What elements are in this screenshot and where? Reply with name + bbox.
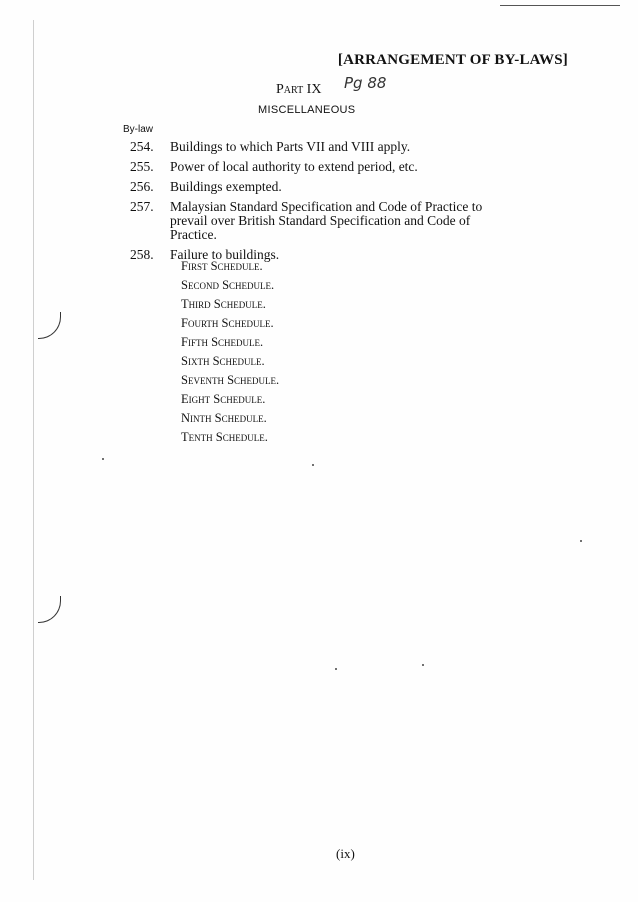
bylaw-number: 254. bbox=[130, 139, 154, 154]
part-heading bbox=[276, 82, 321, 98]
column-heading: By-law bbox=[123, 124, 154, 135]
scan-edge-rule bbox=[500, 5, 620, 6]
schedule-list bbox=[181, 257, 279, 447]
bylaw-title: Failure to buildings. bbox=[170, 247, 280, 262]
schedule-item: Eight Schedule. bbox=[181, 392, 266, 406]
bylaw-entry bbox=[130, 160, 510, 174]
bylaw-entry bbox=[130, 140, 510, 154]
bylaw-title: Malaysian Standard Specification and Code of Practice to prevail over British Standard Specification and Code of Practice. bbox=[170, 199, 483, 242]
punch-hole-mark bbox=[38, 596, 61, 623]
schedule-item: Fifth Schedule. bbox=[181, 335, 264, 349]
schedule-item: Sixth Schedule. bbox=[181, 354, 265, 368]
scan-speck bbox=[312, 464, 314, 466]
scan-speck bbox=[580, 540, 582, 542]
page-number: (ix) bbox=[336, 846, 355, 861]
section-title: MISCELLANEOUS bbox=[258, 104, 356, 116]
part-label: Part IX bbox=[276, 82, 322, 97]
bylaw-number: 256. bbox=[130, 179, 154, 194]
schedule-item: Second Schedule. bbox=[181, 278, 275, 292]
bylaw-title: Buildings exempted. bbox=[170, 179, 282, 194]
bylaw-entry bbox=[130, 200, 510, 242]
scan-speck bbox=[335, 668, 337, 670]
bylaw-number: 257. bbox=[130, 199, 154, 214]
page-header-title: [ARRANGEMENT OF BY-LAWS] bbox=[337, 52, 568, 68]
bylaw-entry bbox=[130, 180, 510, 194]
schedule-item: Third Schedule. bbox=[181, 297, 266, 311]
bylaw-list bbox=[130, 140, 510, 268]
scan-margin-line bbox=[33, 20, 34, 880]
handwritten-annotation: Pg 88 bbox=[344, 74, 387, 92]
schedule-item: First Schedule. bbox=[181, 259, 263, 273]
scan-speck bbox=[422, 664, 424, 666]
bylaw-number: 258. bbox=[130, 247, 154, 262]
schedule-item: Seventh Schedule. bbox=[181, 373, 280, 387]
bylaw-title: Buildings to which Parts VII and VIII apply. bbox=[170, 139, 411, 154]
schedule-item: Ninth Schedule. bbox=[181, 411, 267, 425]
schedule-item: Tenth Schedule. bbox=[181, 430, 268, 444]
scan-speck bbox=[102, 458, 104, 460]
bylaw-title: Power of local authority to extend period, etc. bbox=[170, 159, 418, 174]
punch-hole-mark bbox=[38, 312, 61, 339]
bylaw-number: 255. bbox=[130, 159, 154, 174]
schedule-item: Fourth Schedule. bbox=[181, 316, 274, 330]
